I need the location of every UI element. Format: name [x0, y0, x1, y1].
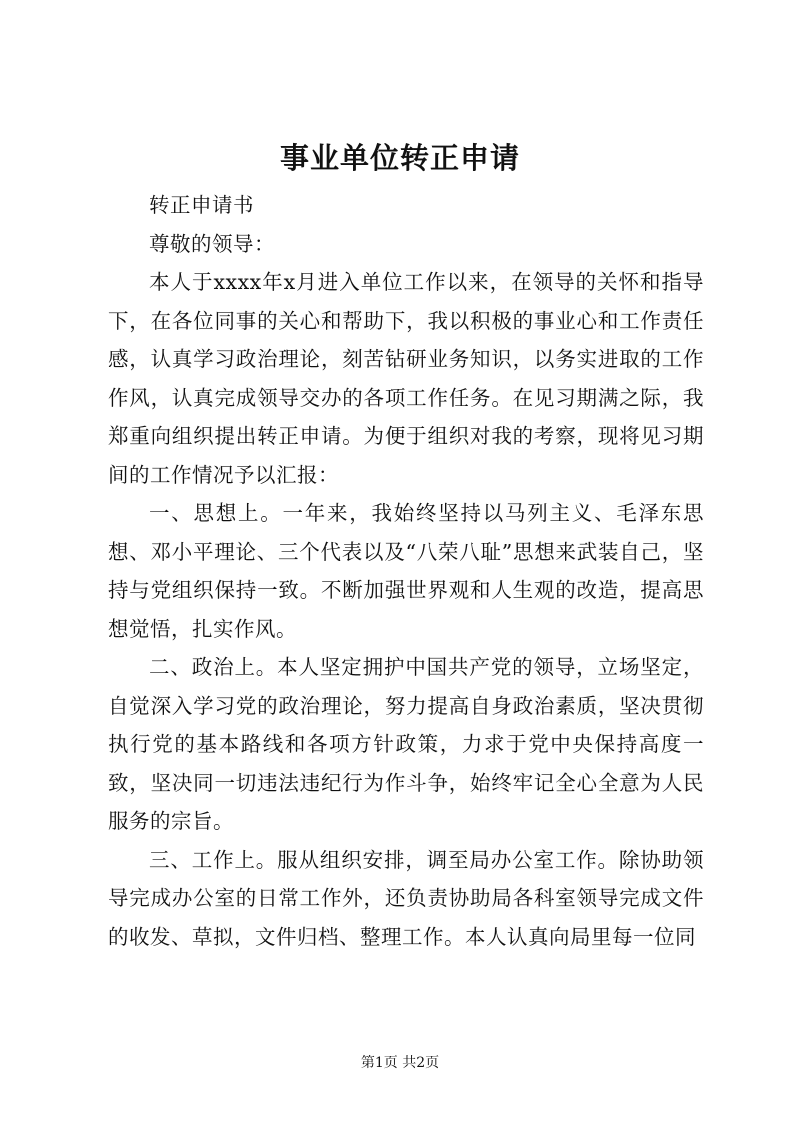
paragraph-intro: 本人于xxxx年x月进入单位工作以来，在领导的关怀和指导下，在各位同事的关心和帮助下，我以积极的事业心和工作责任感，认真学习政治理论，刻苦钻研业务知识，以务实进取的工作作风，认真完成领导交办的各项工作任务。在见习期满之际，我郑重向组织提出转正申请。为便于组织对我的考察，现将见习期间的工作情况予以汇报： [108, 270, 704, 487]
page-number: 第1页 共2页 [360, 1055, 440, 1071]
paragraph-work: 三、工作上。服从组织安排，调至局办公室工作。除协助领导完成办公室的日常工作外，还负责协助局各科室领导完成文件的收发、草拟，文件归档、整理工作。本人认真向局里每一位同 [108, 847, 704, 949]
paragraph-ideology: 一、思想上。一年来，我始终坚持以马列主义、毛泽东思想、邓小平理论、三个代表以及“八荣八耻”思想来武装自己，坚持与党组织保持一致。不断加强世界观和人生观的改造，提高思想觉悟，扎实作风。 [108, 501, 704, 641]
paragraph-heading: 转正申请书 [149, 193, 254, 217]
paragraph-politics: 二、政治上。本人坚定拥护中国共产党的领导，立场坚定，自觉深入学习党的政治理论，努力提高自身政治素质，坚决贯彻执行党的基本路线和各项方针政策，力求于党中央保持高度一致，坚决同一切违法违纪行为作斗争，始终牢记全心全意为人民服务的宗旨。 [108, 655, 704, 833]
document-body [108, 186, 704, 956]
document-title: 事业单位转正申请 [279, 141, 520, 175]
paragraph-salutation: 尊敬的领导： [149, 231, 275, 256]
